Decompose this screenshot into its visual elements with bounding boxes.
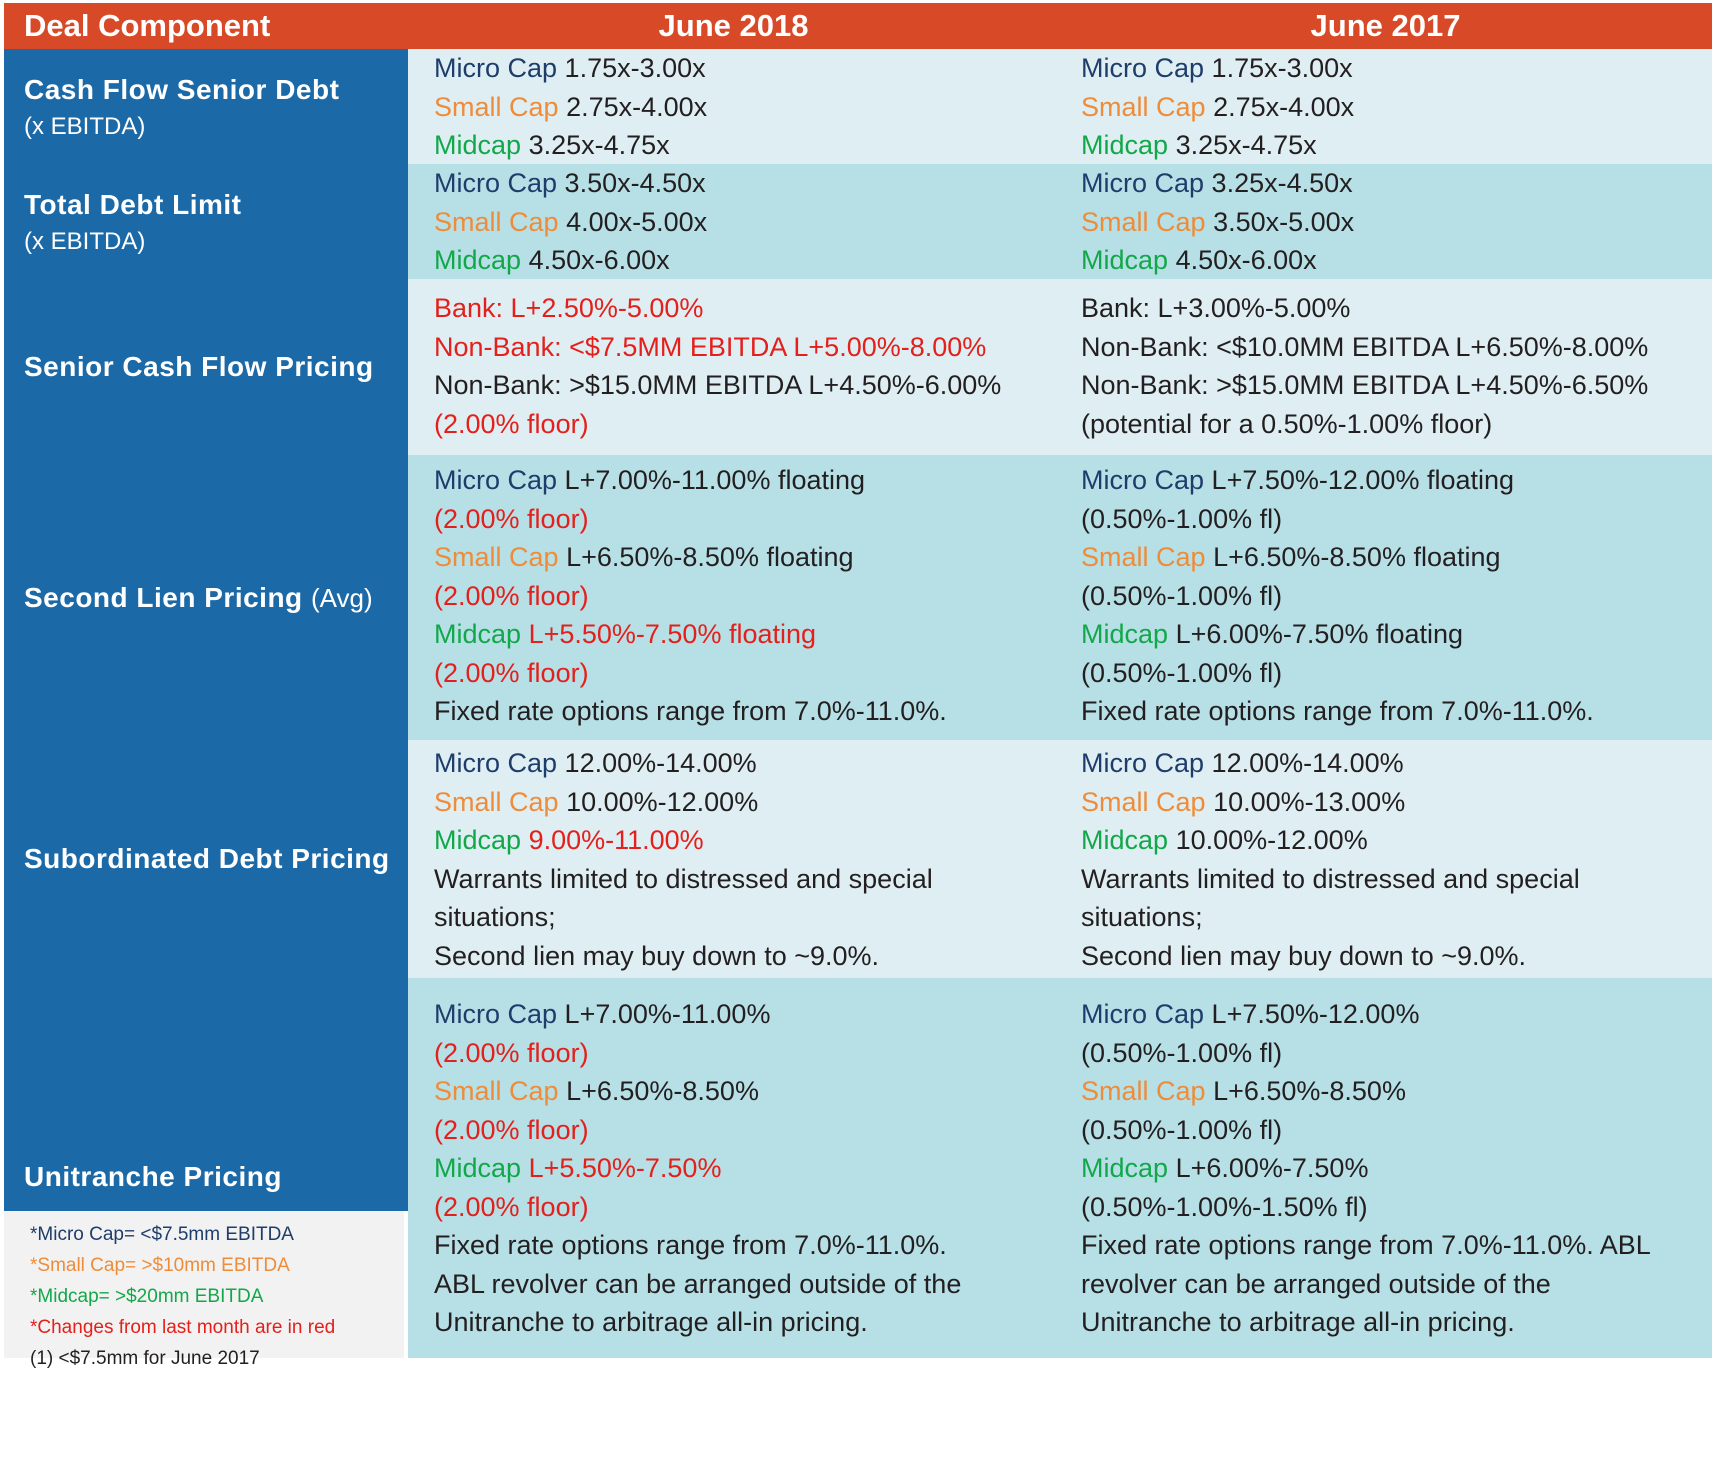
cell-line: (2.00% floor) [434, 1191, 589, 1222]
cell-subordinated-debt-pricing-2017 [1059, 740, 1712, 978]
value-text: L+7.00%-11.00% floating [564, 465, 866, 495]
legend-small-cap: *Small Cap= >$10mm EBITDA [30, 1255, 290, 1276]
header-deal-component: Deal Component [4, 3, 408, 49]
value-text: 2.75x-4.00x [566, 91, 708, 122]
cell-line: Fixed rate options range from 7.0%-11.0%. [434, 1230, 947, 1260]
value-text: 3.50x-5.00x [1213, 206, 1355, 237]
value-text: 9.00%-11.00% [528, 825, 704, 855]
micro-cap-label: Micro Cap [1081, 748, 1205, 778]
cell-line: situations; [1081, 902, 1203, 932]
cell-subordinated-debt-pricing-2018 [408, 740, 1059, 978]
cell-line: Bank: L+3.00%-5.00% [1081, 293, 1351, 323]
small-cap-label: Small Cap [434, 786, 559, 817]
cell-line: (2.00% floor) [434, 1114, 589, 1145]
row-label-cash-flow-senior-debt [4, 49, 408, 164]
cell-line: Unitranche to arbitrage all-in pricing. [1081, 1307, 1515, 1337]
cell-line [434, 164, 1059, 203]
cell-line [434, 1072, 1059, 1111]
micro-cap-label: Micro Cap [1081, 999, 1205, 1029]
cell-line [1081, 203, 1712, 242]
cell-cash-flow-senior-debt-2017 [1059, 49, 1712, 164]
midcap-label: Midcap [1081, 245, 1169, 275]
value-text: L+7.50%-12.00% [1211, 999, 1420, 1029]
cell-line [1081, 821, 1712, 860]
row-title: Total Debt Limit [24, 188, 242, 220]
value-text: 4.00x-5.00x [566, 206, 708, 237]
row-label-senior-cash-flow-pricing [4, 279, 408, 455]
cell-line [434, 126, 1059, 164]
cell-line: (0.50%-1.00%-1.50% fl) [1081, 1191, 1368, 1222]
row-label-subordinated-debt-pricing [4, 740, 408, 978]
row-title: Senior Cash Flow Pricing [24, 351, 374, 382]
cell-line [1081, 49, 1712, 88]
midcap-label: Midcap [1081, 1153, 1169, 1183]
value-text: 3.25x-4.50x [1211, 168, 1353, 198]
micro-cap-label: Micro Cap [434, 53, 558, 83]
value-text: 10.00%-12.00% [566, 786, 759, 817]
cell-line: Non-Bank: >$15.0MM EBITDA L+4.50%-6.00% [434, 370, 1002, 400]
cell-line: ABL revolver can be arranged outside of the [434, 1268, 962, 1299]
small-cap-label: Small Cap [1081, 542, 1206, 572]
value-text: L+7.00%-11.00% [564, 999, 771, 1029]
cell-line: Warrants limited to distressed and special [434, 863, 933, 894]
value-text: 3.25x-4.75x [1175, 130, 1317, 160]
cell-line [1081, 538, 1712, 577]
cell-line: (2.00% floor) [434, 1037, 589, 1068]
cell-line: (0.50%-1.00% fl) [1081, 503, 1283, 534]
legend-box [4, 1211, 404, 1369]
cell-total-debt-limit-2018 [408, 164, 1059, 279]
header-june-2017: June 2017 [1059, 3, 1712, 49]
midcap-label: Midcap [1081, 130, 1169, 160]
row-title: Unitranche Pricing [24, 1161, 282, 1192]
cell-line [434, 615, 1059, 654]
row-title: Subordinated Debt Pricing [24, 843, 390, 874]
cell-second-lien-pricing-2018 [408, 455, 1059, 740]
midcap-label: Midcap [434, 825, 522, 855]
cell-line [1081, 126, 1712, 164]
cell-line [434, 49, 1059, 88]
cell-line: Second lien may buy down to ~9.0%. [1081, 940, 1527, 971]
row-label-total-debt-limit [4, 164, 408, 279]
small-cap-label: Small Cap [1081, 206, 1206, 237]
cell-line [434, 88, 1059, 127]
value-text: 10.00%-13.00% [1213, 786, 1406, 817]
cell-line [434, 203, 1059, 242]
value-text: 1.75x-3.00x [1211, 53, 1353, 83]
legend-micro-cap: *Micro Cap= <$7.5mm EBITDA [30, 1224, 294, 1245]
cell-senior-cash-flow-pricing-2018 [408, 279, 1059, 455]
cell-line: (2.00% floor) [434, 657, 589, 688]
cell-line [1081, 744, 1712, 783]
cell-line [1081, 241, 1712, 279]
value-text: 4.50x-6.00x [528, 245, 670, 275]
value-text: 3.25x-4.75x [528, 130, 670, 160]
cell-line: Second lien may buy down to ~9.0%. [434, 940, 880, 971]
small-cap-label: Small Cap [434, 91, 559, 122]
value-text: L+6.50%-8.50% [566, 1076, 759, 1106]
cell-line: situations; [434, 902, 556, 932]
cell-line: (2.00% floor) [434, 503, 589, 534]
cell-line [1081, 783, 1712, 822]
row-subtitle: (x EBITDA) [24, 227, 146, 255]
row-title-suffix: (Avg) [310, 582, 373, 613]
cell-line: Unitranche to arbitrage all-in pricing. [434, 1307, 868, 1337]
cell-line [1081, 461, 1712, 500]
cell-line: revolver can be arranged outside of the [1081, 1268, 1551, 1299]
cell-line [434, 821, 1059, 860]
cell-line: Non-Bank: <$10.0MM EBITDA L+6.50%-8.00% [1081, 331, 1649, 362]
micro-cap-label: Micro Cap [434, 999, 558, 1029]
midcap-label: Midcap [1081, 825, 1169, 855]
row-label-second-lien-pricing [4, 455, 408, 740]
cell-line: Fixed rate options range from 7.0%-11.0%. [434, 696, 947, 726]
cell-line: Fixed rate options range from 7.0%-11.0%. [1081, 696, 1594, 726]
row-title-text: Second Lien Pricing [24, 581, 303, 613]
cell-cash-flow-senior-debt-2018 [408, 49, 1059, 164]
cell-unitranche-pricing-2017 [1059, 978, 1712, 1358]
cell-line [1081, 164, 1712, 203]
micro-cap-label: Micro Cap [1081, 53, 1205, 83]
legend-midcap: *Midcap= >$20mm EBITDA [30, 1286, 264, 1307]
value-text: 10.00%-12.00% [1175, 825, 1368, 855]
micro-cap-label: Micro Cap [434, 748, 558, 778]
cell-line [434, 744, 1059, 783]
cell-line: Bank: L+2.50%-5.00% [434, 293, 704, 323]
cell-line [434, 783, 1059, 822]
legend-changes-note: *Changes from last month are in red [30, 1317, 336, 1338]
value-text: 12.00%-14.00% [1211, 748, 1404, 778]
small-cap-label: Small Cap [434, 206, 559, 237]
cell-line: (0.50%-1.00% fl) [1081, 1114, 1283, 1145]
cell-line [434, 461, 1059, 500]
cell-line: Non-Bank: >$15.0MM EBITDA L+4.50%-6.50% [1081, 370, 1649, 400]
midcap-label: Midcap [434, 1153, 522, 1183]
cell-line [434, 241, 1059, 279]
cell-line: Warrants limited to distressed and special [1081, 863, 1580, 894]
cell-line [1081, 615, 1712, 654]
value-text: L+5.50%-7.50% [528, 1153, 722, 1183]
cell-line [1081, 1072, 1712, 1111]
value-text: L+6.50%-8.50% [1213, 1076, 1406, 1106]
cell-line: Non-Bank: <$7.5MM EBITDA L+5.00%-8.00% [434, 331, 987, 362]
small-cap-label: Small Cap [1081, 786, 1206, 817]
row-title: Cash Flow Senior Debt [24, 73, 340, 105]
cell-line: (2.00% floor) [434, 408, 589, 439]
value-text: 1.75x-3.00x [564, 53, 706, 83]
value-text: L+6.00%-7.50% [1175, 1153, 1369, 1183]
small-cap-label: Small Cap [434, 542, 559, 572]
cell-line [434, 538, 1059, 577]
value-text: 12.00%-14.00% [564, 748, 757, 778]
value-text: 3.50x-4.50x [564, 168, 706, 198]
midcap-label: Midcap [434, 245, 522, 275]
value-text: 4.50x-6.00x [1175, 245, 1317, 275]
midcap-label: Midcap [1081, 619, 1169, 649]
cell-line [434, 995, 1059, 1034]
value-text: L+6.00%-7.50% floating [1175, 619, 1464, 649]
value-text: 2.75x-4.00x [1213, 91, 1355, 122]
cell-line: (potential for a 0.50%-1.00% floor) [1081, 408, 1493, 439]
cell-line: (0.50%-1.00% fl) [1081, 657, 1283, 688]
micro-cap-label: Micro Cap [1081, 168, 1205, 198]
small-cap-label: Small Cap [434, 1076, 559, 1106]
cell-total-debt-limit-2017 [1059, 164, 1712, 279]
header-june-2018: June 2018 [408, 3, 1059, 49]
small-cap-label: Small Cap [1081, 91, 1206, 122]
value-text: L+5.50%-7.50% floating [528, 619, 817, 649]
micro-cap-label: Micro Cap [1081, 465, 1205, 495]
midcap-label: Midcap [434, 619, 522, 649]
cell-line: (2.00% floor) [434, 580, 589, 611]
small-cap-label: Small Cap [1081, 1076, 1206, 1106]
micro-cap-label: Micro Cap [434, 465, 558, 495]
row-label-unitranche-pricing [4, 978, 408, 1211]
cell-senior-cash-flow-pricing-2017 [1059, 279, 1712, 455]
cell-line: Fixed rate options range from 7.0%-11.0%. ABL [1081, 1230, 1651, 1260]
value-text: L+6.50%-8.50% floating [1213, 542, 1501, 572]
cell-line [1081, 995, 1712, 1034]
micro-cap-label: Micro Cap [434, 168, 558, 198]
value-text: L+6.50%-8.50% floating [566, 542, 854, 572]
legend-footnote: (1) <$7.5mm for June 2017 [30, 1348, 260, 1369]
cell-unitranche-pricing-2018 [408, 978, 1059, 1358]
cell-line [1081, 88, 1712, 127]
cell-line [1081, 1149, 1712, 1188]
cell-second-lien-pricing-2017 [1059, 455, 1712, 740]
cell-line: (0.50%-1.00% fl) [1081, 580, 1283, 611]
cell-line: (0.50%-1.00% fl) [1081, 1037, 1283, 1068]
value-text: L+7.50%-12.00% floating [1211, 465, 1515, 495]
row-title [24, 578, 408, 618]
cell-line [434, 1149, 1059, 1188]
row-subtitle: (x EBITDA) [24, 112, 146, 140]
midcap-label: Midcap [434, 130, 522, 160]
